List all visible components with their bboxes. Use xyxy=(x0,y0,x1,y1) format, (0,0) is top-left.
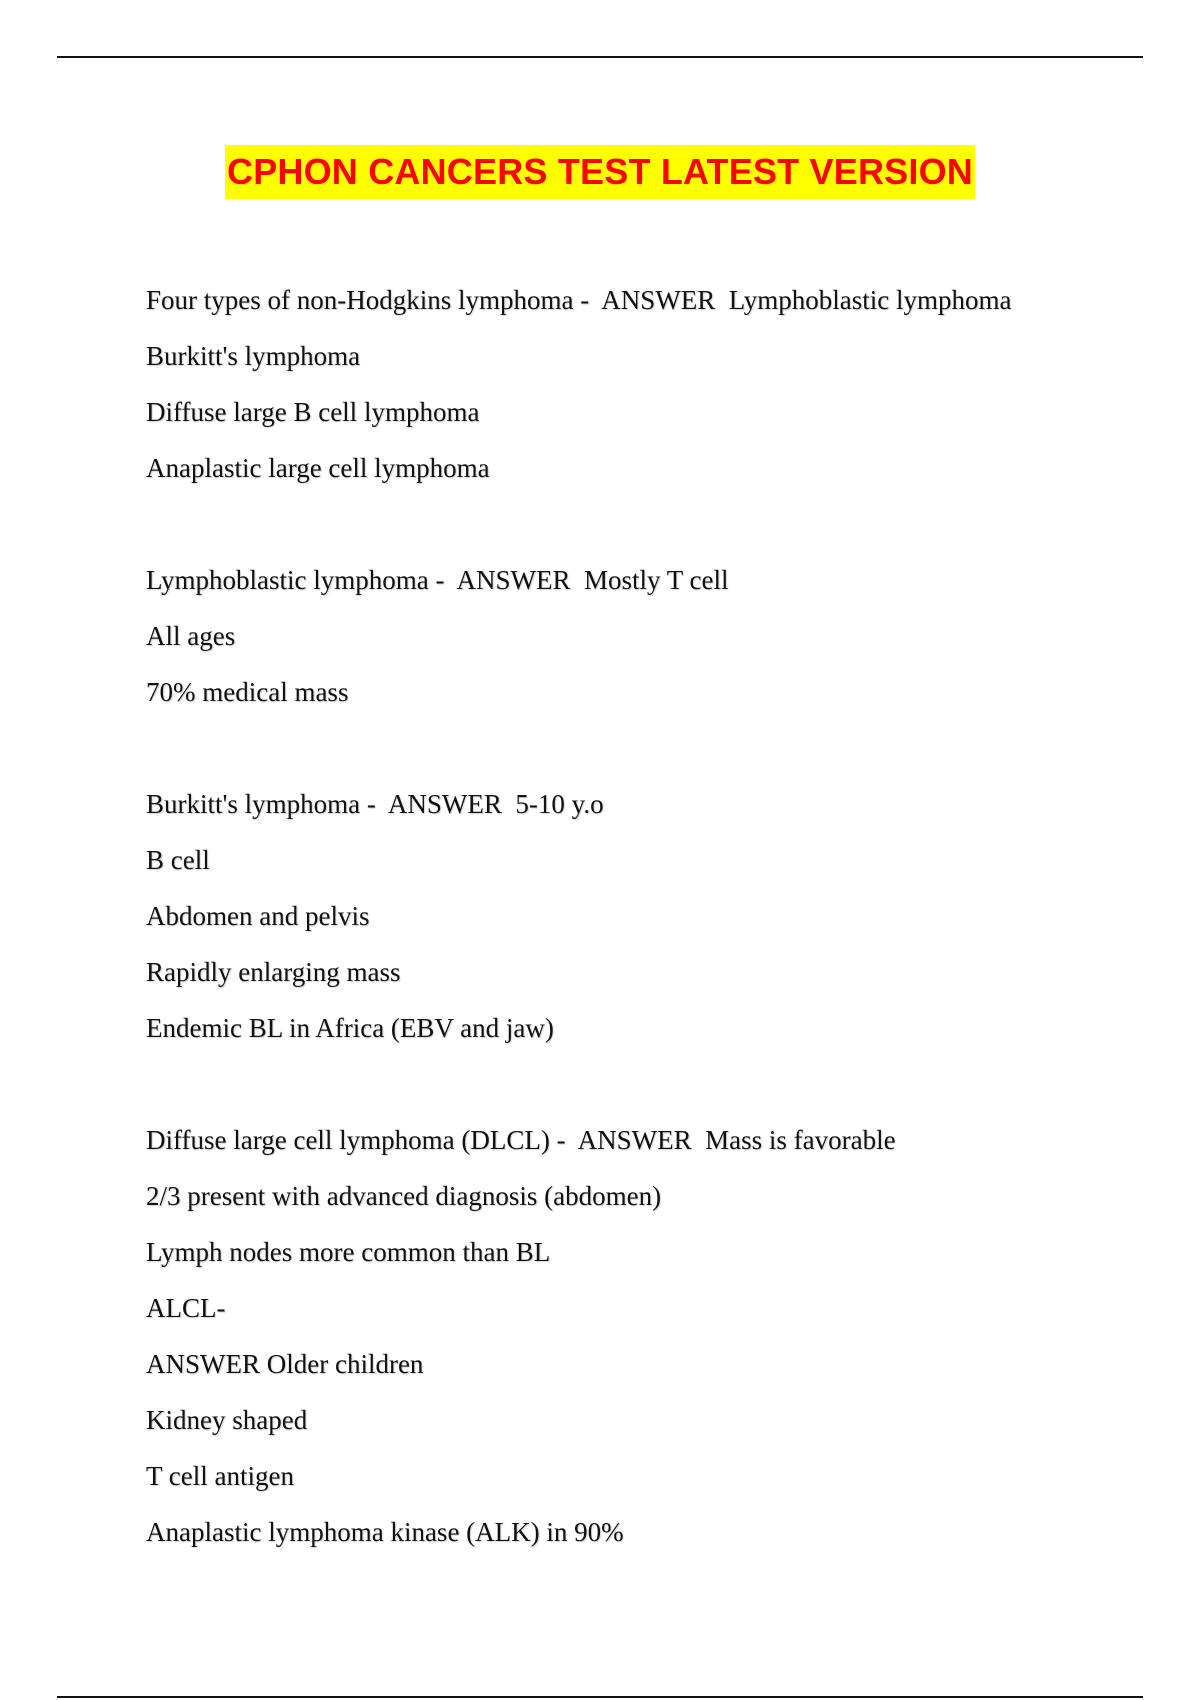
qa-block-dlcl-alcl xyxy=(146,1112,1106,1560)
text-line: Anaplastic large cell lymphoma xyxy=(146,453,490,483)
text-line: T cell antigen xyxy=(146,1461,294,1491)
header-rule xyxy=(57,56,1143,58)
text-line: Anaplastic lymphoma kinase (ALK) in 90% xyxy=(146,1517,624,1547)
qa-block-burkitt xyxy=(146,776,1106,1056)
text-line: Abdomen and pelvis xyxy=(146,901,370,931)
text-line: ALCL- xyxy=(146,1293,226,1323)
text-line: Lymph nodes more common than BL xyxy=(146,1237,551,1267)
title-container xyxy=(0,145,1200,199)
text-line: Burkitt's lymphoma - ANSWER 5-10 y.o xyxy=(146,789,604,819)
text-line: B cell xyxy=(146,845,210,875)
text-line: Burkitt's lymphoma xyxy=(146,341,361,371)
text-line: Diffuse large cell lymphoma (DLCL) - ANSWER Mass is favorable xyxy=(146,1125,896,1155)
qa-block-lymphoblastic xyxy=(146,552,1106,720)
document-body xyxy=(146,272,1106,1560)
text-line: Four types of non-Hodgkins lymphoma - ANSWER Lymphoblastic lymphoma xyxy=(146,285,1012,315)
qa-block-nhl-types xyxy=(146,272,1106,496)
footer-rule xyxy=(57,1696,1143,1698)
text-line: Lymphoblastic lymphoma - ANSWER Mostly T cell xyxy=(146,565,729,595)
text-line: All ages xyxy=(146,621,236,651)
text-line: Endemic BL in Africa (EBV and jaw) xyxy=(146,1013,554,1043)
text-line: 2/3 present with advanced diagnosis (abdomen) xyxy=(146,1181,662,1211)
text-line: Rapidly enlarging mass xyxy=(146,957,401,987)
document-title: CPHON CANCERS TEST LATEST VERSION xyxy=(225,145,975,199)
text-line: Kidney shaped xyxy=(146,1405,308,1435)
text-line: 70% medical mass xyxy=(146,677,349,707)
text-line: ANSWER Older children xyxy=(146,1349,424,1379)
text-line: Diffuse large B cell lymphoma xyxy=(146,397,480,427)
